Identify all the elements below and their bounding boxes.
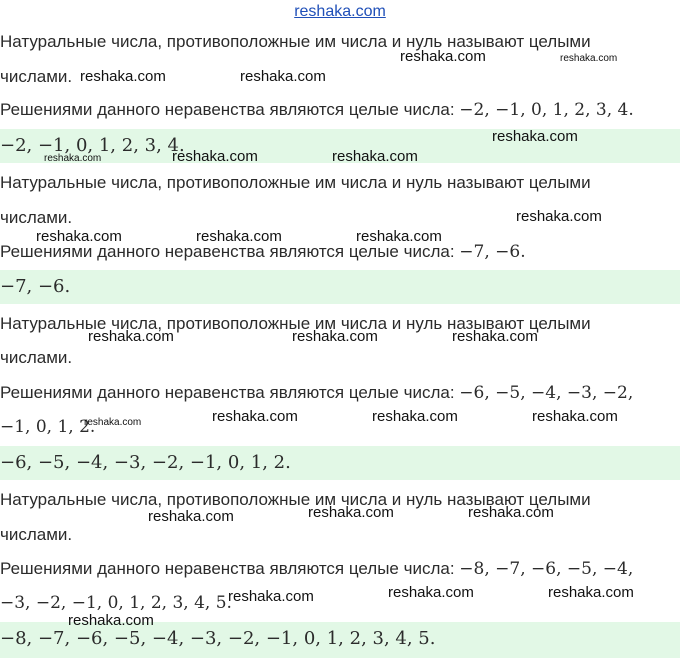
- watermark: reshaka.com: [356, 228, 442, 245]
- watermark: reshaka.com: [292, 328, 378, 345]
- site-header: [0, 0, 680, 26]
- site-link[interactable]: reshaka.com: [294, 3, 386, 20]
- watermark: reshaka.com: [548, 584, 634, 601]
- answer-box: [0, 270, 680, 304]
- watermark: reshaka.com: [196, 228, 282, 245]
- intro-line-1: Натуральные числа, противоположные им числа и нуль называют целыми: [0, 314, 591, 333]
- watermark: reshaka.com: [80, 68, 166, 85]
- watermark: reshaka.com: [516, 208, 602, 225]
- watermark: reshaka.com: [400, 48, 486, 65]
- solution-line: [0, 99, 634, 121]
- solution-prefix: Решениями данного неравенства являются целые числа:: [0, 383, 460, 402]
- watermark: reshaka.com: [148, 508, 234, 525]
- watermark: reshaka.com: [560, 53, 618, 64]
- solution-values: −6, −5, −4, −3, −2,: [459, 383, 634, 403]
- watermark: reshaka.com: [372, 408, 458, 425]
- watermark: reshaka.com: [212, 408, 298, 425]
- watermark: reshaka.com: [492, 128, 578, 145]
- solution-values: −8, −7, −6, −5, −4,: [459, 559, 634, 579]
- watermark: reshaka.com: [68, 612, 154, 629]
- watermark: reshaka.com: [452, 328, 538, 345]
- answer-values: −6, −5, −4, −3, −2, −1, 0, 1, 2.: [0, 452, 291, 473]
- answer-values: −8, −7, −6, −5, −4, −3, −2, −1, 0, 1, 2, 3, 4, 5.: [0, 628, 436, 649]
- watermark: reshaka.com: [308, 504, 394, 521]
- intro-line-2: числами.: [0, 67, 73, 86]
- intro-line-2: числами.: [0, 525, 73, 544]
- solution-values-cont: −3, −2, −1, 0, 1, 2, 3, 4, 5.: [0, 593, 232, 613]
- watermark: reshaka.com: [240, 68, 326, 85]
- intro-line-1: Натуральные числа, противоположные им числа и нуль называют целыми: [0, 490, 591, 509]
- watermark: reshaka.com: [388, 584, 474, 601]
- solution-prefix: Решениями данного неравенства являются целые числа:: [0, 242, 460, 261]
- answer-box: [0, 446, 680, 480]
- intro-line-1: Натуральные числа, противоположные им числа и нуль называют целыми: [0, 173, 591, 192]
- answer-values: −7, −6.: [0, 276, 71, 297]
- intro-line-2: числами.: [0, 208, 73, 227]
- watermark: reshaka.com: [44, 153, 102, 164]
- answer-values: −2, −1, 0, 1, 2, 3, 4.: [0, 135, 185, 156]
- solution-prefix: Решениями данного неравенства являются целые числа:: [0, 559, 460, 578]
- watermark: reshaka.com: [332, 148, 418, 165]
- solution-line: [0, 558, 633, 580]
- watermark: reshaka.com: [36, 228, 122, 245]
- watermark: reshaka.com: [84, 417, 142, 428]
- solution-values: −7, −6.: [459, 242, 526, 262]
- watermark: reshaka.com: [532, 408, 618, 425]
- watermark: reshaka.com: [172, 148, 258, 165]
- intro-line-2: числами.: [0, 348, 73, 367]
- watermark: reshaka.com: [228, 588, 314, 605]
- watermark: reshaka.com: [88, 328, 174, 345]
- solution-values-cont: −1, 0, 1, 2.: [0, 417, 96, 437]
- solution-values: −2, −1, 0, 1, 2, 3, 4.: [459, 100, 634, 120]
- solution-line: [0, 382, 633, 404]
- intro-line-1: Натуральные числа, противоположные им числа и нуль называют целыми: [0, 32, 591, 51]
- watermark: reshaka.com: [468, 504, 554, 521]
- solution-prefix: Решениями данного неравенства являются целые числа:: [0, 100, 460, 119]
